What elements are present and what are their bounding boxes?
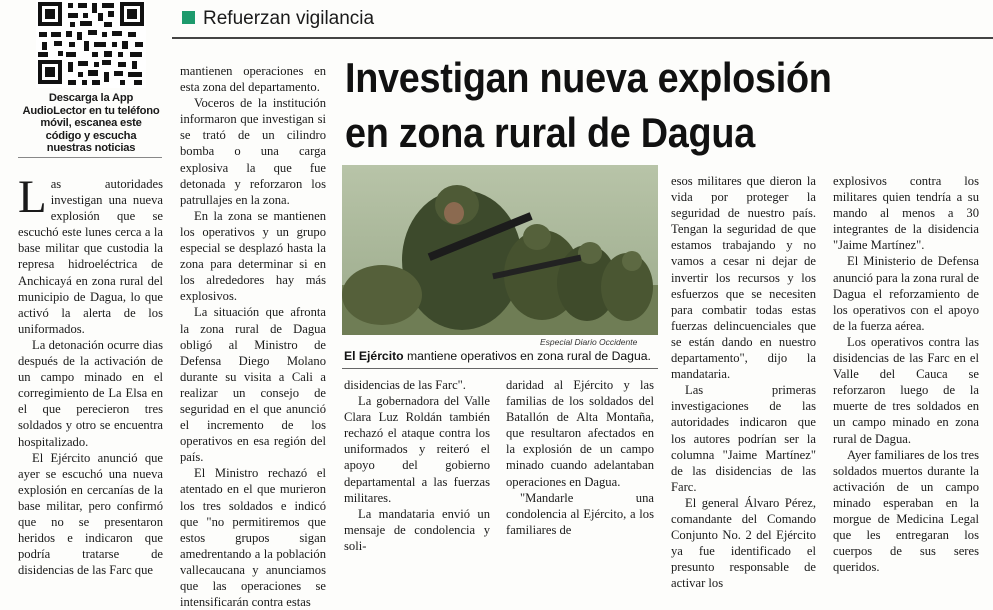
section-rule	[172, 37, 993, 39]
paragraph: El Ministro rechazó el atentado en el que murieron los tres soldados e indicó que "no permitiremos que estos grupos sigan amedrentando a la población vallecaucana y anunciamos que las operaciones se intensificarán contra estas	[180, 466, 326, 610]
paragraph: explosivos contra los militares quien tendría a su mando al menos a 30 integrantes de la disidencia "Jaime Martínez".	[833, 174, 979, 253]
paragraph: En la zona se mantienen los operativos y un grupo especial se desplazó hasta la zona para determinar si en los alrededores hay más explosivos.	[180, 208, 326, 304]
paragraph: daridad al Ejército y las familias de los soldados del Batallón de Alta Montaña, que resultaron afectados en la explosión de un campo minado cuando adelantaban operaciones en Dagua.	[506, 378, 654, 489]
paragraph: La situación que afronta la zona rural de Dagua obligó al Ministro de Defensa Diego Molano durante su visita a Cali a realizar un consejo de seguridad en el que anunció el incremento de los operativos en esa región del país.	[180, 305, 326, 465]
paragraph: Las autoridades investigan una nueva explosión que se escuchó este lunes cerca a la base militar que custodia la represa hidroeléctrica de Anchicayá en zona rural del municipio de Dagua, lo que activó la alerta de los uniformados.	[18, 171, 163, 336]
paragraph: Las primeras investigaciones de las autoridades indicaron que los autores podrían ser la columna "Jaime Martínez" de las disidencias de las Farc.	[671, 383, 816, 494]
headline-line-2: en zona rural de Dagua	[345, 109, 755, 156]
caption-text: mantiene operativos en zona rural de Dagua.	[403, 349, 651, 363]
article-column-1	[18, 171, 163, 578]
photo-caption	[344, 349, 664, 363]
paragraph: mantienen operaciones en esta zona del departamento.	[180, 64, 326, 95]
qr-caption: Descarga la App AudioLector en tu teléfono móvil, escanea este código y escucha nuestras noticias	[22, 92, 160, 155]
paragraph: esos militares que dieron la vida por proteger la seguridad de nuestro país. Tengan la seguridad de que estamos trabajando y no vamos a cesar ni dejar de invertir los recursos y los esfuerzos que se necesiten para combatir todas estas fuerzas delincuenciales que se están dando en nuestro departamento", dijo la mandataria.	[671, 174, 816, 382]
paragraph: disidencias de las Farc".	[344, 378, 466, 392]
article-column-4	[506, 377, 654, 538]
headline-line-1: Investigan nueva explosión	[345, 54, 832, 101]
photo-credit: Especial Diario Occidente	[540, 337, 638, 347]
paragraph: La mandataria envió un mensaje de condolencia y soli-	[344, 506, 490, 553]
article-photo	[342, 165, 658, 335]
article-column-6	[833, 173, 979, 575]
paragraph: El general Álvaro Pérez, comandante del Comando Conjunto No. 2 del Ejército ya fue identificado el presunto responsable de activar los	[671, 495, 816, 591]
paragraph: El Ministerio de Defensa anunció para la zona rural de Dagua el reforzamiento de los operativos con el apoyo de la fuerza aérea.	[833, 254, 979, 333]
section-label	[182, 8, 374, 30]
paragraph: La gobernadora del Valle Clara Luz Roldán también rechazó el ataque contra los uniformados y reiteró el apoyo del gobierno departamental a las fuerzas militares.	[344, 394, 490, 505]
qr-code	[36, 0, 146, 88]
article-column-3	[344, 377, 490, 554]
headline	[345, 50, 928, 160]
drop-cap: L	[18, 171, 47, 223]
paragraph: "Mandarle una condolencia al Ejército, a los familiares de	[506, 490, 654, 537]
caption-bold: El Ejército	[344, 349, 404, 363]
paragraph: Los operativos contra las disidencias de las Farc en el Valle del Cauca se reforzaron luego de la muerte de tres soldados en un campo minado en zona rural de Dagua.	[833, 334, 979, 446]
caption-rule	[342, 368, 658, 369]
article-column-2	[180, 63, 326, 610]
paragraph: Ayer familiares de los tres soldados muertos durante la activación de un campo minado esperaban en la morgue de Medicina Legal que les entregaran los cuerpos de sus seres queridos.	[833, 447, 979, 575]
section-label-text: Refuerzan vigilancia	[203, 8, 375, 29]
article-column-5	[671, 173, 816, 591]
divider	[18, 157, 162, 158]
paragraph: El Ejército anunció que ayer se escuchó una nueva explosión en cercanías de la base militar, pero confirmó que no se presentaron heridos e indicaron que podría tratarse de disidencias de las Farc que	[18, 450, 163, 578]
section-marker-icon	[182, 11, 195, 24]
paragraph: Voceros de la institución informaron que investigan si se trató de un cilindro bomba o una carga explosiva la que fue detonada y reforzaron los patrullajes en la zona.	[180, 96, 326, 207]
paragraph: La detonación ocurre dias después de la activación de un campo minado en el corregimiento de La Elsa en el que perecieron tres soldados y otro se encuentra hospitalizado.	[18, 337, 163, 449]
